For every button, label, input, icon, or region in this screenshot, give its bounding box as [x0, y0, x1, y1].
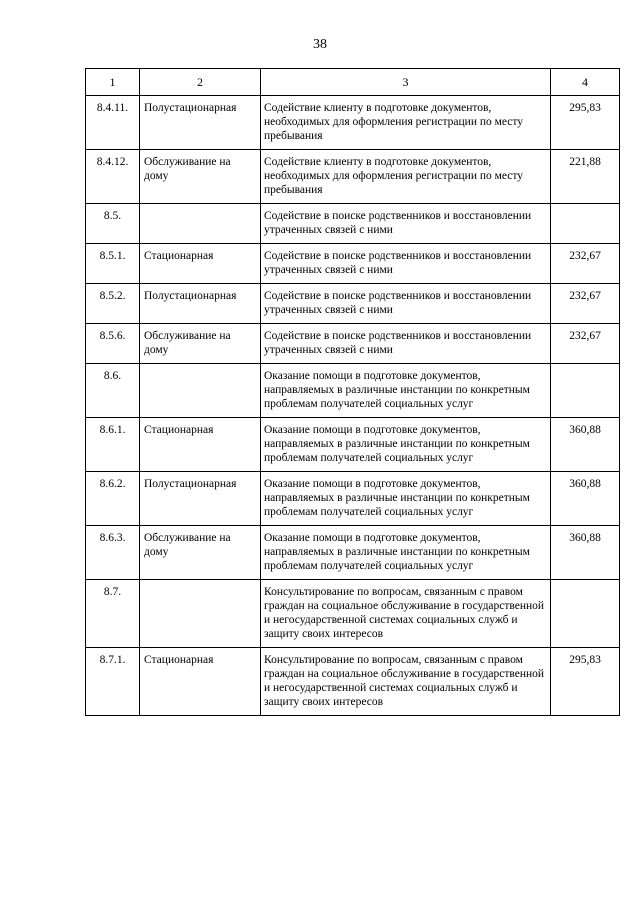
table-row	[86, 150, 620, 204]
table-row	[86, 648, 620, 716]
service-form: Стационарная	[140, 418, 261, 472]
row-number: 8.7.	[86, 580, 140, 648]
row-number: 8.5.2.	[86, 284, 140, 324]
service-description: Содействие клиенту в подготовке документов, необходимых для оформления регистрации по месту пребывания	[261, 96, 551, 150]
service-price: 360,88	[551, 526, 620, 580]
table-header	[86, 69, 620, 96]
header-col-3: 3	[261, 69, 551, 96]
row-number: 8.5.6.	[86, 324, 140, 364]
service-price: 232,67	[551, 244, 620, 284]
row-number: 8.4.12.	[86, 150, 140, 204]
service-description: Оказание помощи в подготовке документов, направляемых в различные инстанции по конкретным проблемам получателей социальных услуг	[261, 526, 551, 580]
service-description: Содействие в поиске родственников и восстановлении утраченных связей с ними	[261, 204, 551, 244]
service-form: Полустационарная	[140, 472, 261, 526]
table-row	[86, 204, 620, 244]
service-price: 295,83	[551, 96, 620, 150]
service-form	[140, 204, 261, 244]
service-price: 360,88	[551, 472, 620, 526]
service-description: Консультирование по вопросам, связанным с правом граждан на социальное обслуживание в государственной и негосударственной системах социальных служб и защиту своих интересов	[261, 580, 551, 648]
service-form	[140, 364, 261, 418]
service-form: Обслуживание на дому	[140, 150, 261, 204]
table-row	[86, 580, 620, 648]
header-col-1: 1	[86, 69, 140, 96]
service-description: Оказание помощи в подготовке документов, направляемых в различные инстанции по конкретным проблемам получателей социальных услуг	[261, 364, 551, 418]
service-description: Содействие в поиске родственников и восстановлении утраченных связей с ними	[261, 244, 551, 284]
service-price: 360,88	[551, 418, 620, 472]
page-number: 38	[313, 37, 327, 52]
row-number: 8.6.3.	[86, 526, 140, 580]
service-form: Стационарная	[140, 244, 261, 284]
service-price	[551, 204, 620, 244]
service-price: 221,88	[551, 150, 620, 204]
service-description: Содействие клиенту в подготовке документов, необходимых для оформления регистрации по месту пребывания	[261, 150, 551, 204]
header-col-2: 2	[140, 69, 261, 96]
table-row	[86, 472, 620, 526]
header-col-4: 4	[551, 69, 620, 96]
service-form: Обслуживание на дому	[140, 324, 261, 364]
service-price	[551, 580, 620, 648]
service-price: 232,67	[551, 324, 620, 364]
service-form: Полустационарная	[140, 96, 261, 150]
service-description: Консультирование по вопросам, связанным с правом граждан на социальное обслуживание в государственной и негосударственной системах социальных служб и защиту своих интересов	[261, 648, 551, 716]
table-row	[86, 96, 620, 150]
service-price: 295,83	[551, 648, 620, 716]
service-form: Полустационарная	[140, 284, 261, 324]
table-row	[86, 324, 620, 364]
row-number: 8.5.1.	[86, 244, 140, 284]
table-body	[86, 96, 620, 716]
service-description: Содействие в поиске родственников и восстановлении утраченных связей с ними	[261, 324, 551, 364]
service-description: Оказание помощи в подготовке документов, направляемых в различные инстанции по конкретным проблемам получателей социальных услуг	[261, 418, 551, 472]
service-description: Содействие в поиске родственников и восстановлении утраченных связей с ними	[261, 284, 551, 324]
service-form	[140, 580, 261, 648]
table-row	[86, 284, 620, 324]
row-number: 8.4.11.	[86, 96, 140, 150]
service-description: Оказание помощи в подготовке документов, направляемых в различные инстанции по конкретным проблемам получателей социальных услуг	[261, 472, 551, 526]
row-number: 8.6.	[86, 364, 140, 418]
row-number: 8.5.	[86, 204, 140, 244]
table-row	[86, 418, 620, 472]
row-number: 8.7.1.	[86, 648, 140, 716]
table-row	[86, 364, 620, 418]
service-form: Стационарная	[140, 648, 261, 716]
row-number: 8.6.1.	[86, 418, 140, 472]
service-form: Обслуживание на дому	[140, 526, 261, 580]
service-price	[551, 364, 620, 418]
service-price: 232,67	[551, 284, 620, 324]
table-row	[86, 526, 620, 580]
header-row	[86, 69, 620, 96]
services-tariff-table	[85, 68, 620, 716]
table-row	[86, 244, 620, 284]
row-number: 8.6.2.	[86, 472, 140, 526]
